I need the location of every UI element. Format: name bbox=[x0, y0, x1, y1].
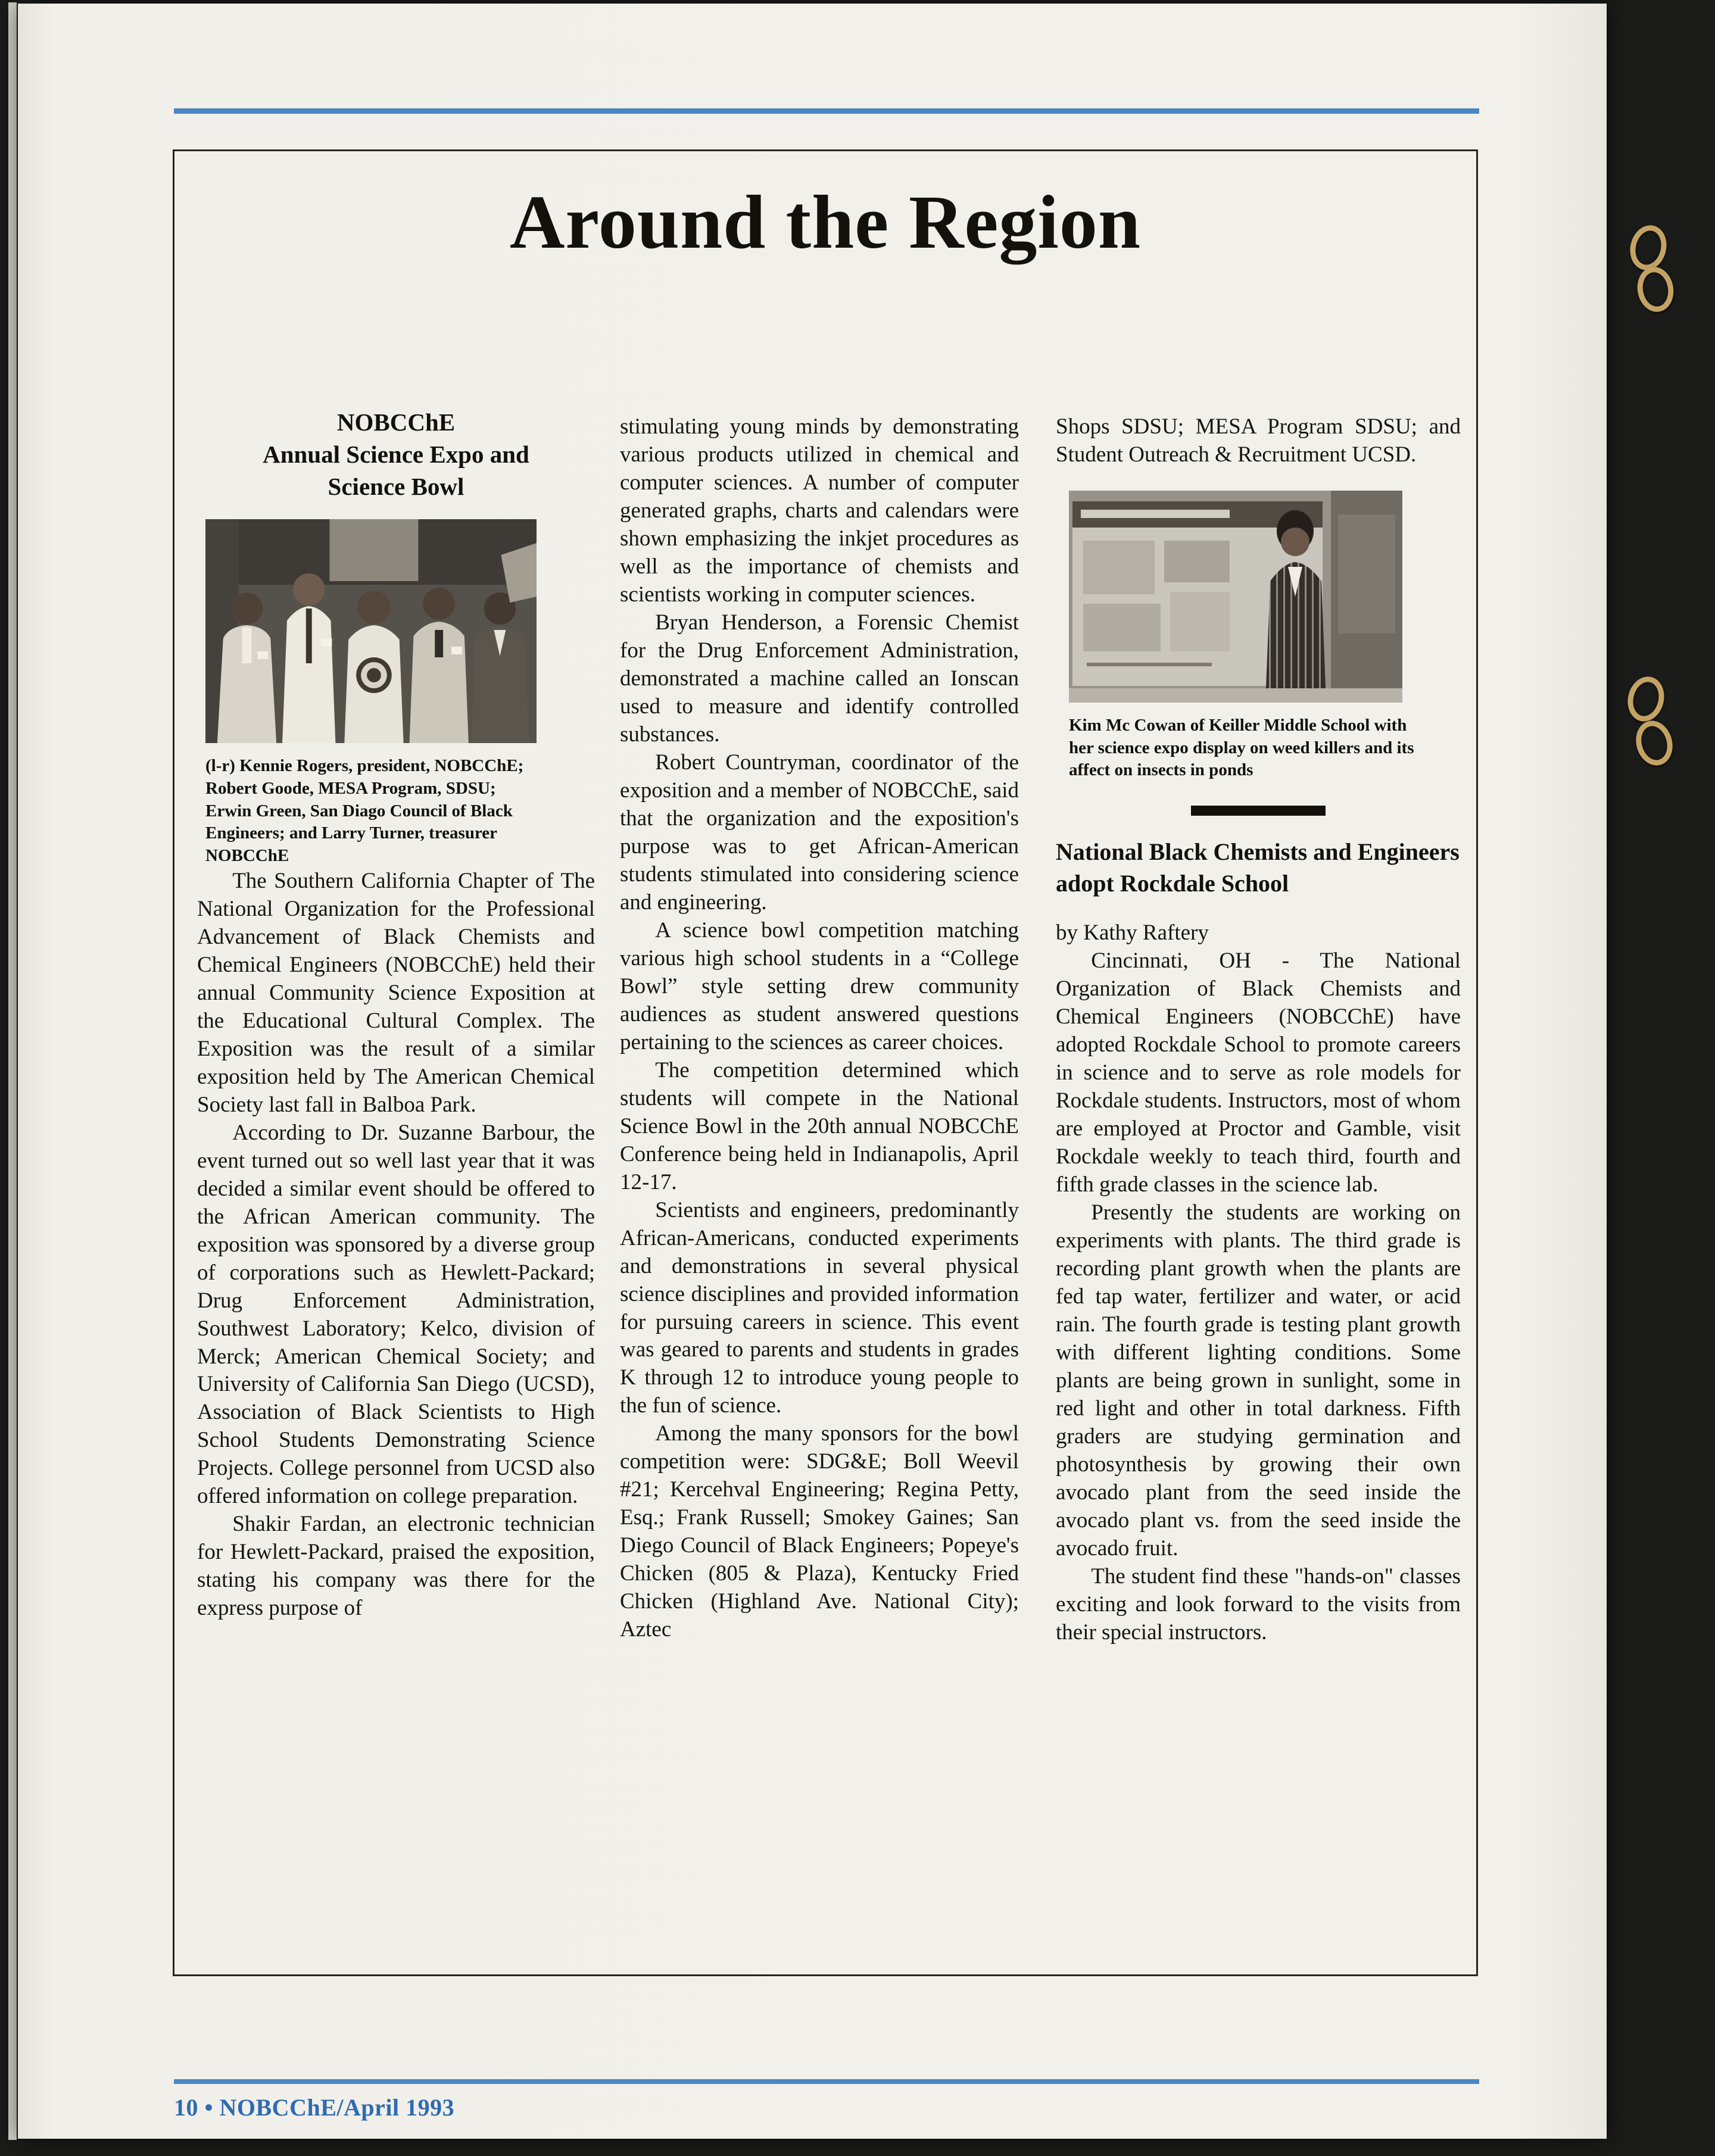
article-expo-heading bbox=[197, 406, 595, 503]
body-paragraph: Among the many sponsors for the bowl competition were: SDG&E; Boll Weevil #21; Kercehval Engineering; Regina Petty, Esq.; Frank Russell; Smokey Gaines; San Diego Council of Black Engineers; Popeye's Chicken (805 & Plaza), Kentucky Fried Chicken (Highland Ave. National City); Aztec bbox=[620, 1421, 1019, 1642]
binding-ring bbox=[1631, 716, 1678, 770]
body-paragraph: Shops SDSU; MESA Program SDSU; and Student Outreach & Recruitment UCSD. bbox=[1056, 414, 1461, 467]
body-paragraph: Scientists and engineers, predominantly African-Americans, conducted experiments and demonstrations in several physical science disciplines and provided information for pursuing careers in science. This event was geared to parents and students in grades K through 12 to introduce young people to the fun of science. bbox=[620, 1197, 1019, 1418]
page-title: Around the Region bbox=[509, 180, 1142, 264]
body-paragraph: The Southern California Chapter of The National Organization for the Professional Advancement of Black Chemists and Chemical Engineers (NOBCChE) held their annual Community Science Exposition at the Educational Cultural Complex. The Exposition was the result of a similar exposition held by The American Chemical Society last fall in Balboa Park. bbox=[197, 868, 595, 1117]
body-paragraph: Presently the students are working on experiments with plants. The third grade is recording plant growth when the plants are fed tap water, fertilizer and water, or acid rain. The fourth grade is testing plant growth with different lighting conditions. Some plants are being grown in sunlight, some in red light and other in total darkness. Fifth graders are studying germination and photosynthesis by growing their own avocado plant from the seed inside the avocado plant vs. from the seed inside the avocado fruit. bbox=[1056, 1200, 1461, 1561]
binding-ring bbox=[1626, 221, 1672, 274]
column-3 bbox=[1056, 413, 1461, 1959]
article-frame bbox=[173, 149, 1478, 1976]
article-rockdale-heading: National Black Chemists and Engineers adopt Rockdale School bbox=[1056, 838, 1460, 897]
body-paragraph: Robert Countryman, coordinator of the exposition and a member of NOBCChE, said that the organization and the exposition's purpose was to get African-American students stimulated into considering science and engineering. bbox=[620, 750, 1019, 915]
newsletter-page bbox=[18, 4, 1607, 2139]
binding-ring bbox=[1634, 264, 1677, 314]
group-photo-caption: (l-r) Kennie Rogers, president, NOBCChE; Robert Goode, MESA Program, SDSU; Erwin Green, San Diago Council of Black Engineers; and Larry Turner, treasurer NOBCChE bbox=[205, 756, 524, 866]
adjacent-page-edge bbox=[8, 2, 17, 2140]
bottom-accent-rule bbox=[174, 2079, 1479, 2084]
science-expo-photo-caption: Kim Mc Cowan of Keiller Middle School with her science expo display on weed killers and its affect on insects in ponds bbox=[1069, 715, 1414, 780]
body-paragraph: Shakir Fardan, an electronic technician for Hewlett-Packard, praised the exposition, stating his company was there for the express purpose of bbox=[197, 1512, 595, 1621]
byline: by Kathy Raftery bbox=[1056, 921, 1209, 946]
heading-line-2: Annual Science Expo and bbox=[263, 441, 529, 469]
column-2 bbox=[620, 413, 1019, 1959]
top-accent-rule bbox=[174, 108, 1479, 114]
group-photo bbox=[205, 519, 537, 743]
body-paragraph: Cincinnati, OH - The National Organization of Black Chemists and Chemical Engineers (NOBCChE) have adopted Rockdale School to promote careers in science and to serve as role models for Rockdale students. Instructors, most of whom are employed at Proctor and Gamble, visit Rockdale weekly to teach third, fourth and fifth grade classes in the science lab. bbox=[1056, 948, 1461, 1197]
science-expo-photo bbox=[1069, 491, 1402, 703]
page-footer: 10 • NOBCChE/April 1993 bbox=[174, 2094, 455, 2121]
heading-line-1: NOBCChE bbox=[336, 408, 456, 436]
body-paragraph: Bryan Henderson, a Forensic Chemist for the Drug Enforcement Administration, demonstrated a machine called an Ionscan used to measure and identify controlled substances. bbox=[620, 610, 1019, 747]
body-paragraph: The competition determined which students will compete in the National Science Bowl in the 20th annual NOBCChE Conference being held in Indianapolis, April 12-17. bbox=[620, 1057, 1019, 1194]
body-paragraph: According to Dr. Suzanne Barbour, the event turned out so well last year that it was decided a similar event should be offered to the African American community. The exposition was sponsored by a diverse group of corporations such as Hewlett-Packard; Drug Enforcement Administration, Southwest Laboratory; Kelco, division of Merck; American Chemical Society; and University of California San Diego (UCSD), Association of Black Scientists to High School Students Demonstrating Science Projects. College personnel from UCSD also offered information on college preparation. bbox=[197, 1120, 595, 1509]
body-paragraph: stimulating young minds by demonstrating various products utilized in chemical and computer sciences. A number of computer generated graphs, charts and calendars were shown emphasizing the inkjet procedures as well as the importance of chemists and scientists working in computer sciences. bbox=[620, 414, 1019, 607]
section-divider bbox=[1191, 806, 1326, 816]
heading-line-3: Science Bowl bbox=[328, 473, 464, 501]
binding-ring bbox=[1623, 673, 1669, 725]
column-1 bbox=[197, 406, 595, 1959]
body-paragraph: The student find these "hands-on" classes exciting and look forward to the visits from their special instructors. bbox=[1056, 1564, 1461, 1645]
body-paragraph: A science bowl competition matching various high school students in a “College Bowl” style setting drew community audiences as student answered questions pertaining to the sciences as career choices. bbox=[620, 918, 1019, 1054]
